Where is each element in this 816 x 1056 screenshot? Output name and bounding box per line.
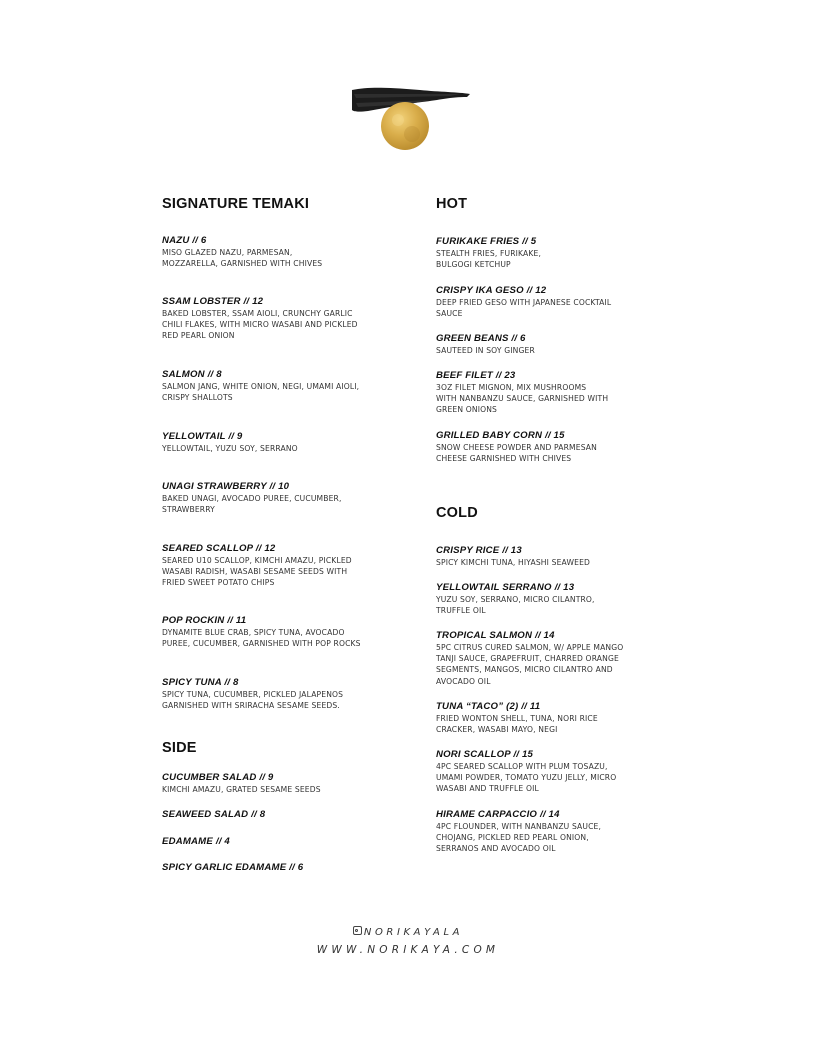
menu-item-hirame-carpaccio xyxy=(436,809,656,855)
item-desc: SPICY TUNA, CUCUMBER, PICKLED JALAPENOS GARNISHED WITH SRIRACHA SESAME SEEDS. xyxy=(162,690,344,711)
item-name: SALMON // 8 xyxy=(162,369,222,380)
item-name: CRISPY RICE // 13 xyxy=(436,545,522,556)
item-name: GREEN BEANS // 6 xyxy=(436,333,526,344)
section-title-hot: HOT xyxy=(436,196,468,212)
item-name: CRISPY IKA GESO // 12 xyxy=(436,285,547,296)
menu-item-grilled-baby-corn xyxy=(436,430,656,464)
menu-item-seared-scallop xyxy=(162,543,402,589)
item-desc: MISO GLAZED NAZU, PARMESAN, MOZZARELLA, GARNISHED WITH CHIVES xyxy=(162,248,323,269)
item-desc: SALMON JANG, WHITE ONION, NEGI, UMAMI AIOLI, CRISPY SHALLOTS xyxy=(162,382,360,403)
menu-item-tuna-taco xyxy=(436,701,656,735)
item-desc: YUZU SOY, SERRANO, MICRO CILANTRO, TRUFFLE OIL xyxy=(436,595,595,616)
item-desc: STEALTH FRIES, FURIKAKE, BULGOGI KETCHUP xyxy=(436,249,542,270)
item-name: SEARED SCALLOP // 12 xyxy=(162,543,276,554)
item-name: UNAGI STRAWBERRY // 10 xyxy=(162,481,290,492)
item-desc: FRIED WONTON SHELL, TUNA, NORI RICE CRACKER, WASABI MAYO, NEGI xyxy=(436,714,598,735)
menu-item-unagi-strawberry xyxy=(162,481,402,515)
item-name: HIRAME CARPACCIO // 14 xyxy=(436,809,560,820)
item-desc: 3OZ FILET MIGNON, MIX MUSHROOMS WITH NANBANZU SAUCE, GARNISHED WITH GREEN ONIONS xyxy=(436,383,609,415)
item-desc: 4PC FLOUNDER, WITH NANBANZU SAUCE, CHOJANG, PICKLED RED PEARL ONION, SERRANOS AND AVOCADO OIL xyxy=(436,822,602,854)
item-name: FURIKAKE FRIES // 5 xyxy=(436,236,537,247)
item-name: YELLOWTAIL // 9 xyxy=(162,431,243,442)
item-name: TUNA “TACO” (2) // 11 xyxy=(436,701,541,712)
menu-item-nori-scallop xyxy=(436,749,656,795)
menu-item-crispy-ika-geso xyxy=(436,285,656,319)
item-name: SPICY TUNA // 8 xyxy=(162,677,239,688)
item-desc: DEEP FRIED GESO WITH JAPANESE COCKTAIL SAUCE xyxy=(436,298,612,319)
menu-item-yellowtail xyxy=(162,431,402,454)
website-link[interactable]: WWW.NORIKAYA.COM xyxy=(316,944,500,956)
item-desc: YELLOWTAIL, YUZU SOY, SERRANO xyxy=(162,444,298,453)
menu-item-seaweed-salad xyxy=(162,809,402,821)
menu-item-tropical-salmon xyxy=(436,630,656,687)
menu-item-crispy-rice xyxy=(436,545,656,568)
item-desc: SPICY KIMCHI TUNA, HIYASHI SEAWEED xyxy=(436,558,591,567)
section-title-side: SIDE xyxy=(162,740,197,756)
menu-item-ssam-lobster xyxy=(162,296,402,342)
item-desc: DYNAMITE BLUE CRAB, SPICY TUNA, AVOCADO PUREE, CUCUMBER, GARNISHED WITH POP ROCKS xyxy=(162,628,361,649)
item-name: NORI SCALLOP // 15 xyxy=(436,749,534,760)
menu-item-furikake-fries xyxy=(436,236,656,270)
menu-item-edamame xyxy=(162,836,402,848)
item-name: CUCUMBER SALAD // 9 xyxy=(162,772,274,783)
item-name: SSAM LOBSTER // 12 xyxy=(162,296,264,307)
item-desc: BAKED UNAGI, AVOCADO PUREE, CUCUMBER, STRAWBERRY xyxy=(162,494,342,515)
item-desc: 4PC SEARED SCALLOP WITH PLUM TOSAZU, UMAMI POWDER, TOMATO YUZU JELLY, MICRO WASABI AND TRUFFLE OIL xyxy=(436,762,617,794)
menu-item-yellowtail-serrano xyxy=(436,582,656,616)
menu-item-green-beans xyxy=(436,333,656,356)
menu-item-pop-rockin xyxy=(162,615,402,649)
section-title-cold: COLD xyxy=(436,505,478,521)
item-name: NAZU // 6 xyxy=(162,235,207,246)
menu-item-beef-filet xyxy=(436,370,656,416)
item-desc: SNOW CHEESE POWDER AND PARMESAN CHEESE GARNISHED WITH CHIVES xyxy=(436,443,597,464)
section-title-signature-temaki: SIGNATURE TEMAKI xyxy=(162,196,310,212)
item-desc: KIMCHI AMAZU, GRATED SESAME SEEDS xyxy=(162,785,321,794)
menu-item-spicy-garlic-edamame xyxy=(162,862,402,874)
menu-item-cucumber-salad xyxy=(162,772,402,795)
item-desc: 5PC CITRUS CURED SALMON, W/ APPLE MANGO TANJI SAUCE, GRAPEFRUIT, CHARRED ORANGE SEGMENTS, MANGOS, MICRO CILANTRO AND AVOCADO OIL xyxy=(436,643,624,686)
item-name: YELLOWTAIL SERRANO // 13 xyxy=(436,582,575,593)
item-name: SEAWEED SALAD // 8 xyxy=(162,809,266,820)
instagram-handle[interactable] xyxy=(0,926,816,938)
item-desc: BAKED LOBSTER, SSAM AIOLI, CRUNCHY GARLIC CHILI FLAKES, WITH MICRO WASABI AND PICKLED RED PEARL ONION xyxy=(162,309,358,341)
item-name: POP ROCKIN // 11 xyxy=(162,615,247,626)
item-desc: SEARED U10 SCALLOP, KIMCHI AMAZU, PICKLED WASABI RADISH, WASABI SESAME SEEDS WITH FRIED SWEET POTATO CHIPS xyxy=(162,556,352,588)
item-name: TROPICAL SALMON // 14 xyxy=(436,630,555,641)
item-name: SPICY GARLIC EDAMAME // 6 xyxy=(162,862,304,873)
item-name: EDAMAME // 4 xyxy=(162,836,230,847)
menu-item-salmon xyxy=(162,369,402,403)
instagram-icon xyxy=(353,926,362,935)
item-name: BEEF FILET // 23 xyxy=(436,370,516,381)
item-name: GRILLED BABY CORN // 15 xyxy=(436,430,565,441)
menu-item-nazu xyxy=(162,235,402,269)
instagram-handle-text: NORIKAYALA xyxy=(363,927,464,938)
item-desc: SAUTEED IN SOY GINGER xyxy=(436,346,535,355)
brush-stroke-gold-circle-logo xyxy=(350,84,472,150)
menu-item-spicy-tuna xyxy=(162,677,402,711)
